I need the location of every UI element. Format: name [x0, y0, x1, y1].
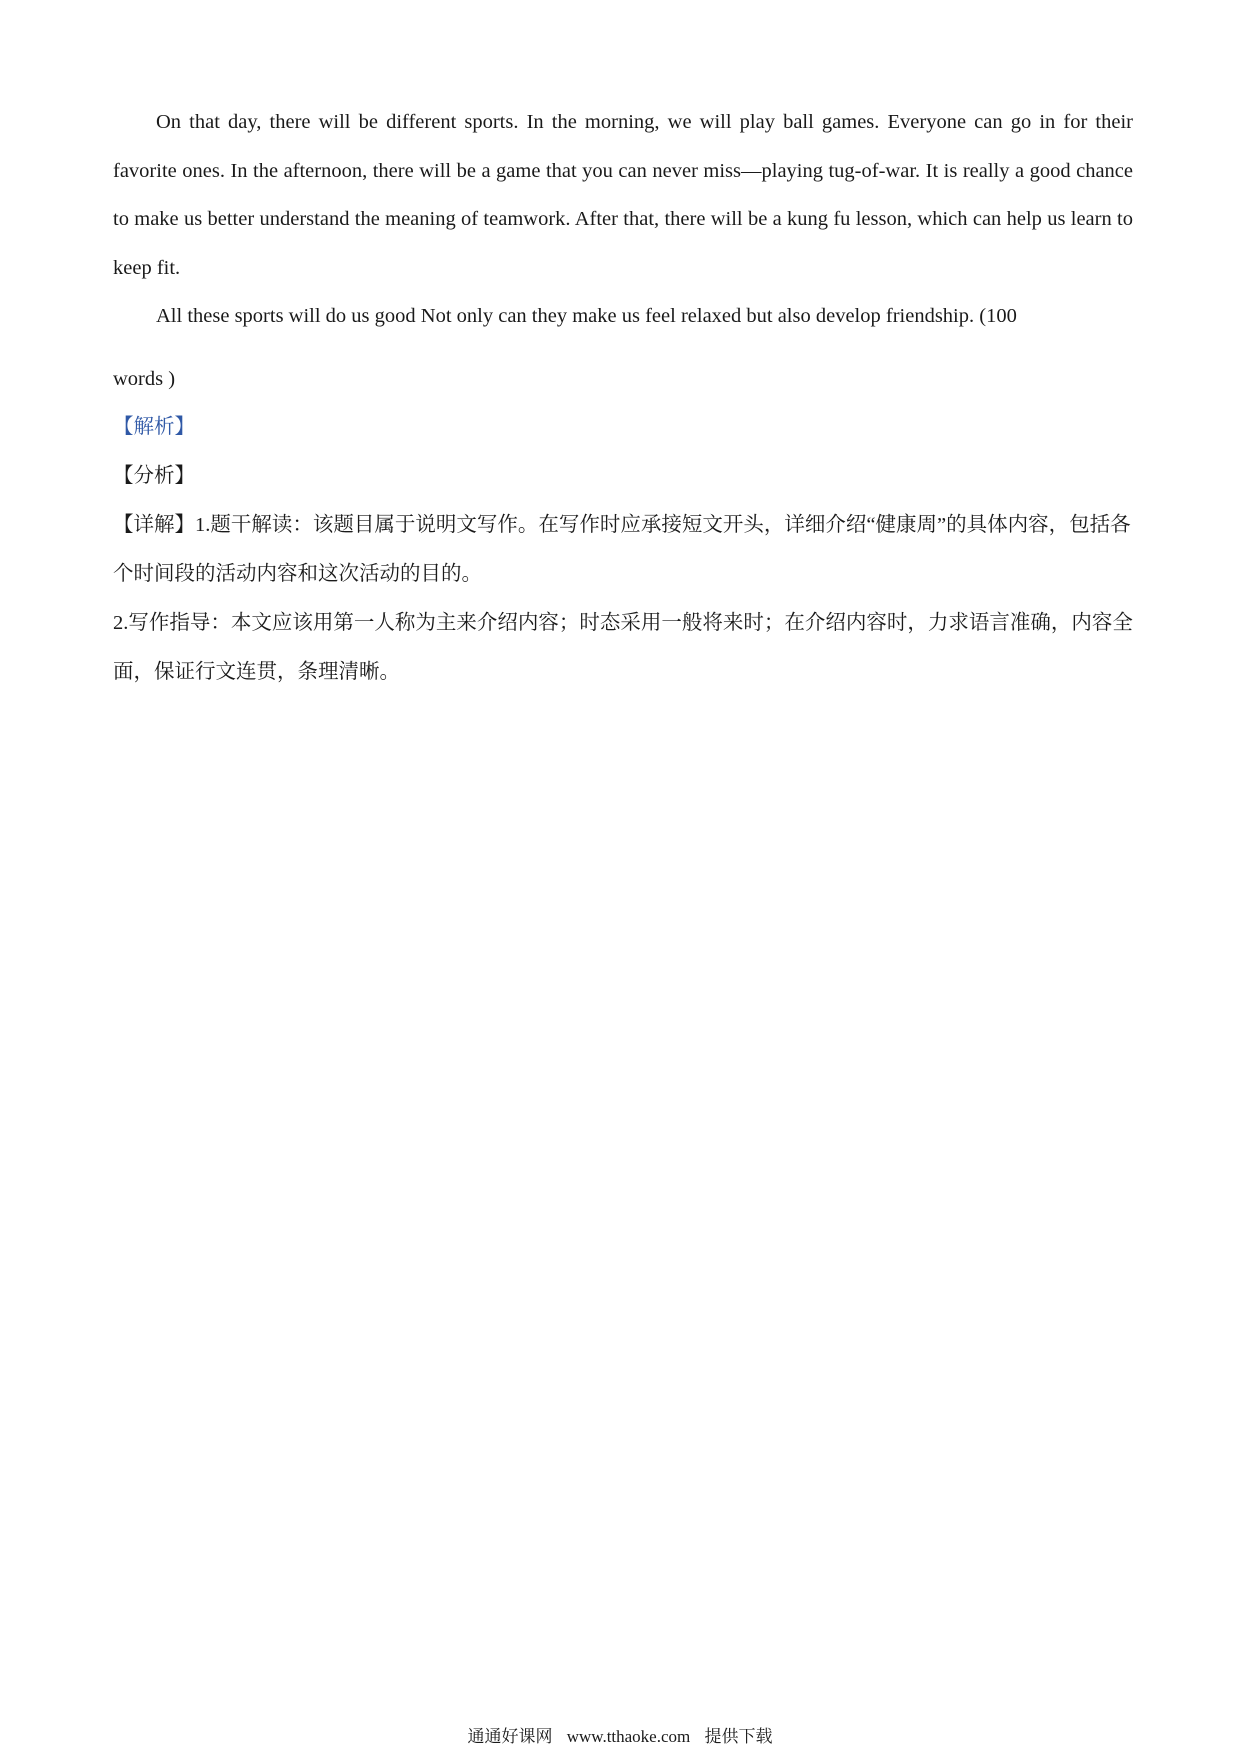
fenxi-label: 【分析】	[113, 465, 195, 487]
detail-label: 【详解】	[113, 514, 195, 536]
footer-url: www.tthaoke.com	[566, 1727, 691, 1746]
page-footer	[0, 1722, 1240, 1747]
fenxi-heading	[113, 452, 1133, 501]
jiexi-heading	[113, 403, 1133, 452]
essay-paragraph-2-tail: words )	[113, 367, 176, 390]
guide-paragraph: 2.写作指导：本文应该用第一人称为主来介绍内容；时态采用一般将来时；在介绍内容时，力求语言准确，内容全面，保证行文连贯，条理清晰。	[113, 612, 1133, 683]
essay-paragraph-1: On that day, there will be different sports. In the morning, we will play ball games. Everyone can go in for their favorite ones. In the afternoon, there will be a game that you can never miss—playing tug-of-war. It is really a good chance to make us better understand the meaning of teamwork. After that, there will be a kung fu lesson, which can help us learn to keep fit.	[113, 111, 1133, 279]
detail-paragraph	[113, 501, 1133, 599]
jiexi-label: 【解析】	[113, 416, 195, 438]
footer-site-name: 通通好课网	[467, 1727, 553, 1746]
page-content	[113, 98, 1133, 697]
essay-paragraph-2: All these sports will do us good Not only can they make us feel relaxed but also develop friendship. (100	[156, 305, 1017, 327]
detail-text: 1.题干解读：该题目属于说明文写作。在写作时应承接短文开头，详细介绍“健康周”的具体内容，包括各个时间段的活动内容和这次活动的目的。	[113, 514, 1131, 585]
footer-suffix: 提供下载	[704, 1727, 773, 1746]
